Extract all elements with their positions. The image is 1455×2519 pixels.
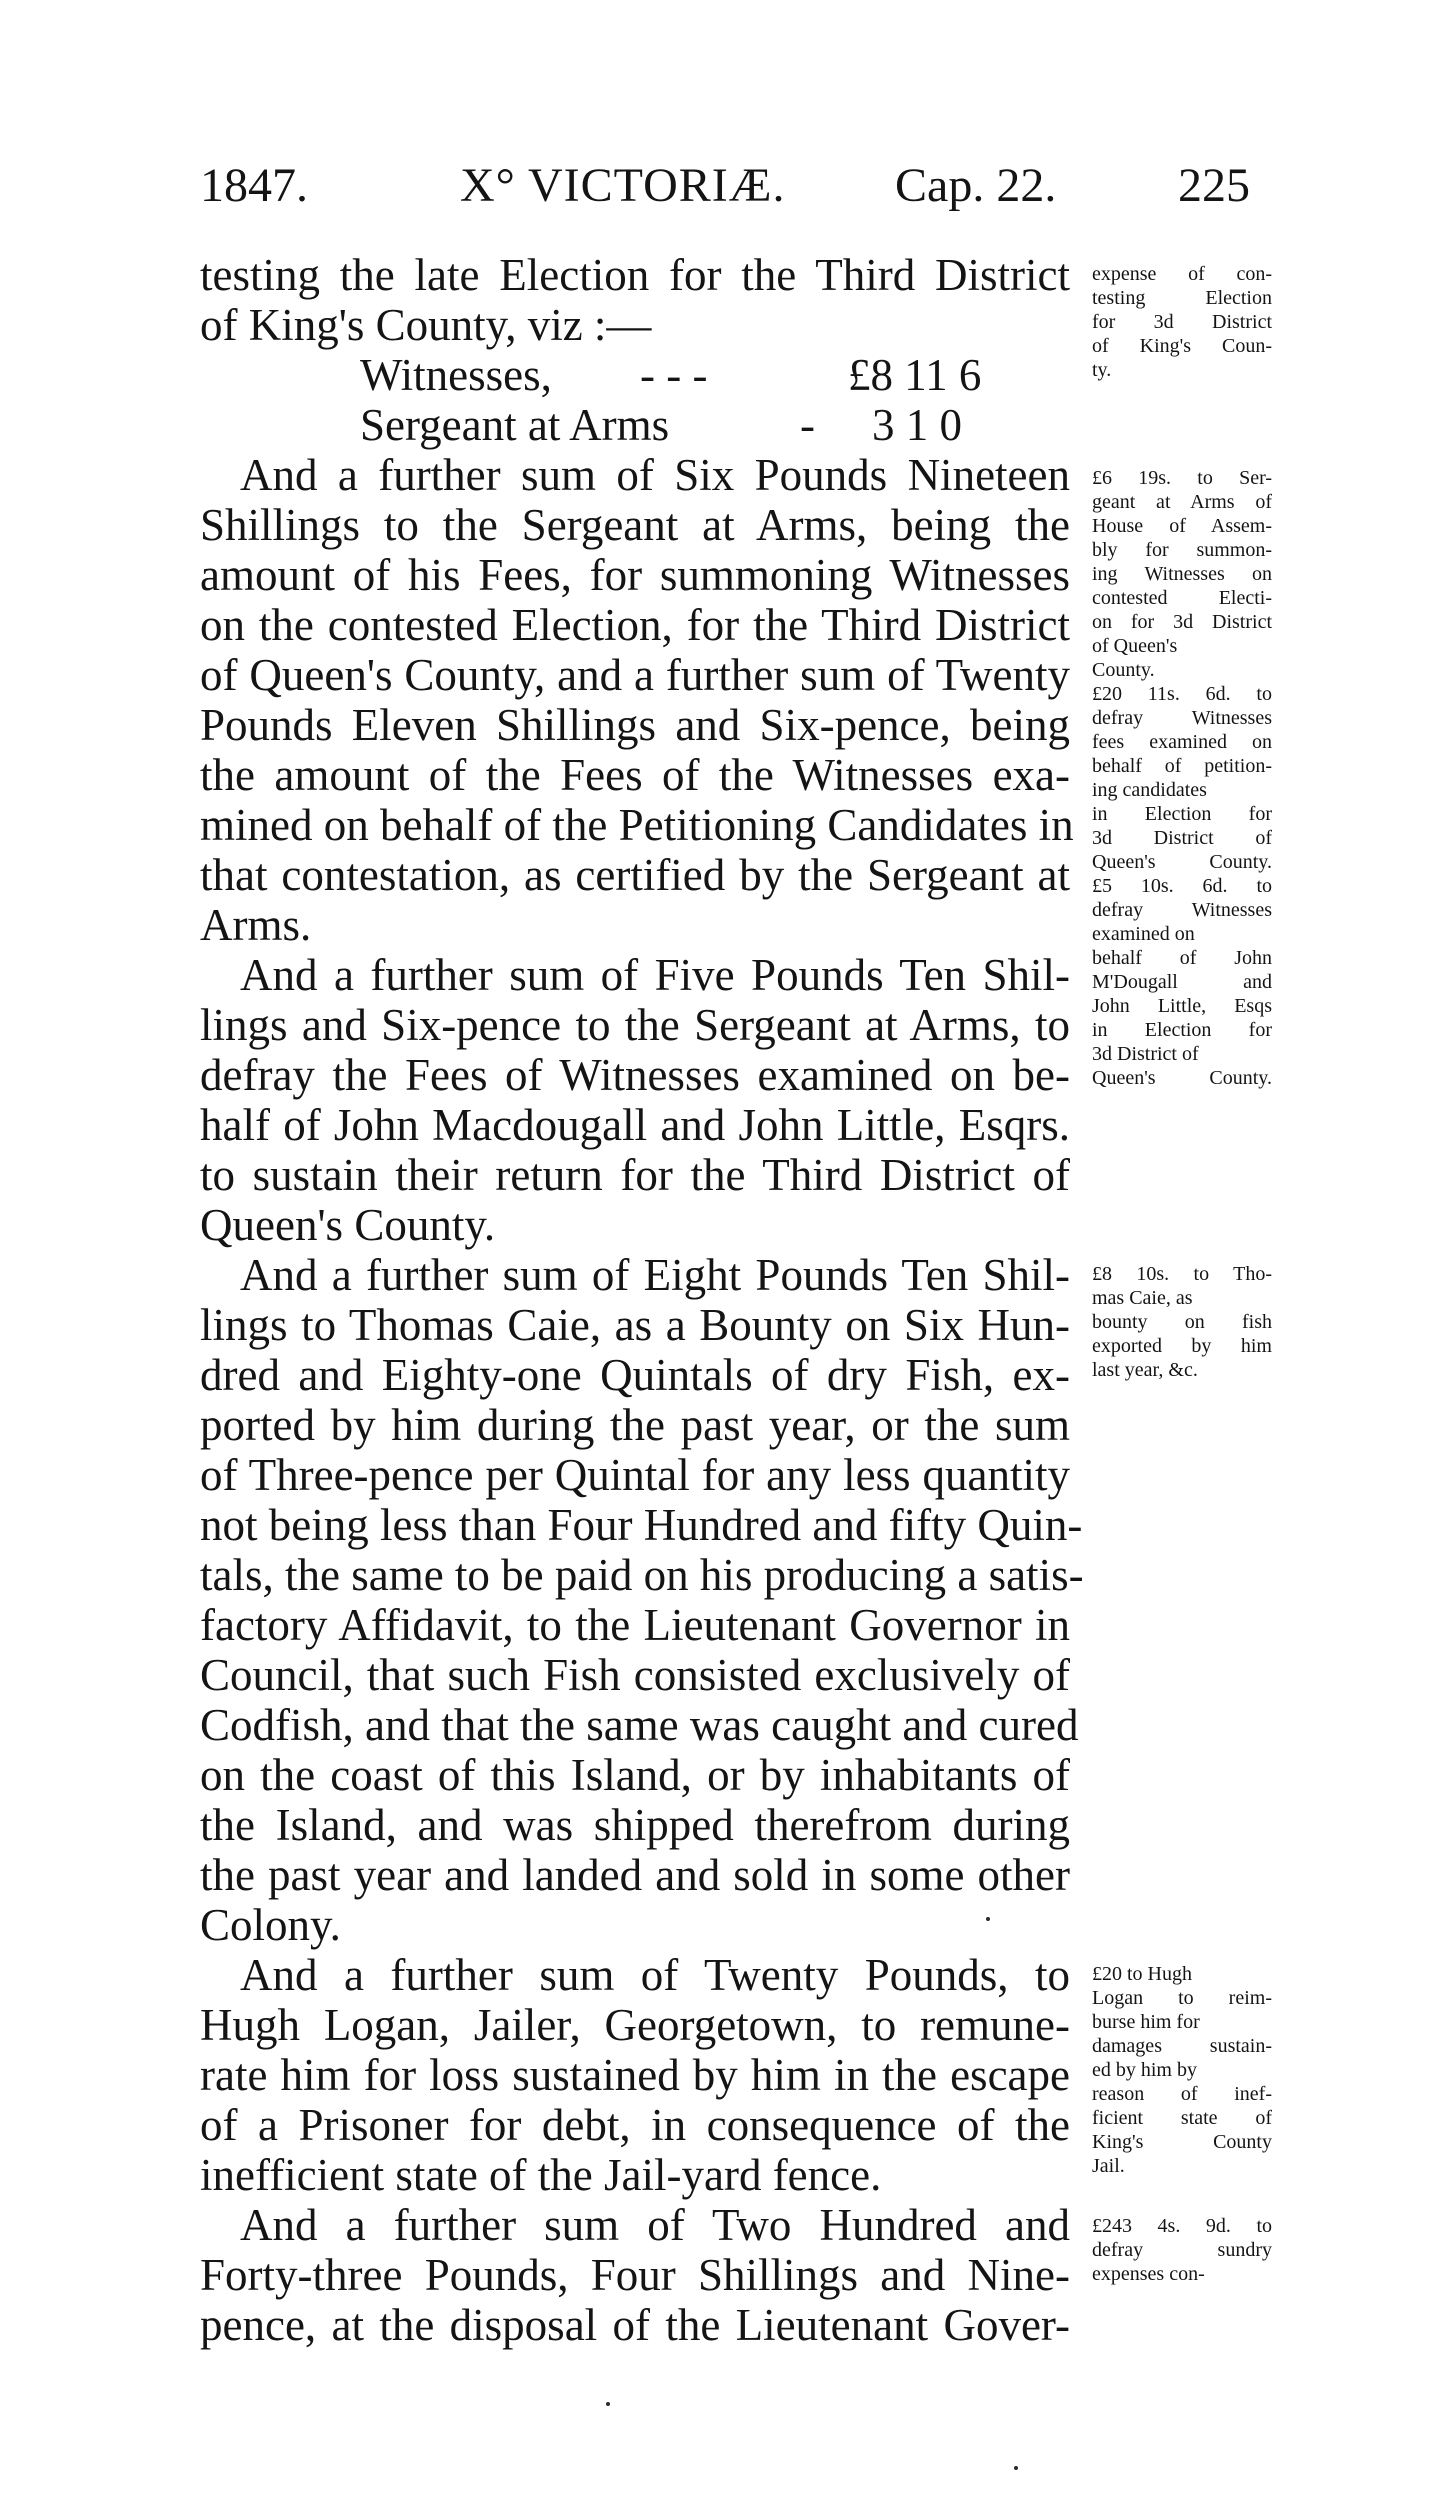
margin-note-line: reason of inef-: [1092, 2083, 1272, 2105]
margin-note-line: M'Dougall and: [1092, 971, 1272, 993]
body-line: And a further sum of Six Pounds Nineteen: [240, 450, 1070, 500]
margin-note-line: in Election for: [1092, 1019, 1272, 1041]
margin-note-line: testing Election: [1092, 287, 1272, 309]
margin-note-line: in Election for: [1092, 803, 1272, 825]
margin-note-line: ing Witnesses on: [1092, 563, 1272, 585]
body-line: dred and Eighty-one Quintals of dry Fish, ex-: [200, 1350, 1070, 1400]
scan-speck: [606, 2402, 610, 2406]
body-line: of Three-pence per Quintal for any less quantity: [200, 1450, 1070, 1500]
body-line: lings and Six-pence to the Sergeant at Arms, to: [200, 1000, 1070, 1050]
margin-note-line: behalf of John: [1092, 947, 1272, 969]
body-line: ported by him during the past year, or the sum: [200, 1400, 1070, 1450]
margin-note-line: defray Witnesses: [1092, 899, 1272, 921]
body-line: Witnesses,: [360, 350, 552, 400]
body-line: rate him for loss sustained by him in the escape: [200, 2050, 1070, 2100]
body-line: Pounds Eleven Shillings and Six-pence, being: [200, 700, 1070, 750]
body-line: half of John Macdougall and John Little, Esqrs.: [200, 1100, 1070, 1150]
body-line: Codfish, and that the same was caught and cured: [200, 1700, 1079, 1750]
body-line: Queen's County.: [200, 1200, 496, 1250]
body-line: the past year and landed and sold in some other: [200, 1850, 1070, 1900]
margin-note-line: £20 11s. 6d. to: [1092, 683, 1272, 705]
margin-note-line: fees examined on: [1092, 731, 1272, 753]
margin-note-line: £6 19s. to Ser-: [1092, 467, 1272, 489]
body-line: And a further sum of Five Pounds Ten Shil-: [240, 950, 1070, 1000]
margin-note-line: expenses con-: [1092, 2263, 1205, 2285]
margin-note-line: ficient state of: [1092, 2107, 1272, 2129]
body-line: the amount of the Fees of the Witnesses exa-: [200, 750, 1070, 800]
witnesses-dashes: - - -: [640, 350, 708, 400]
margin-note-line: of Queen's: [1092, 635, 1178, 657]
margin-note-line: Logan to reim-: [1092, 1987, 1272, 2009]
witnesses-amount: £8 11 6: [848, 350, 982, 400]
body-line: Colony.: [200, 1900, 341, 1950]
body-line: Hugh Logan, Jailer, Georgetown, to remune-: [200, 2000, 1070, 2050]
margin-note-line: defray sundry: [1092, 2239, 1272, 2261]
body-line: Forty-three Pounds, Four Shillings and Nine-: [200, 2250, 1070, 2300]
body-line: of Queen's County, and a further sum of Twenty: [200, 650, 1070, 700]
body-line: defray the Fees of Witnesses examined on be-: [200, 1050, 1070, 1100]
margin-note-line: Queen's County.: [1092, 851, 1272, 873]
margin-note-line: House of Assem-: [1092, 515, 1272, 537]
body-line: to sustain their return for the Third District of: [200, 1150, 1070, 1200]
margin-note-line: contested Electi-: [1092, 587, 1272, 609]
margin-note-line: behalf of petition-: [1092, 755, 1272, 777]
body-line: on the coast of this Island, or by inhabitants of: [200, 1750, 1070, 1800]
body-line: Sergeant at Arms: [360, 400, 670, 450]
body-line: the Island, and was shipped therefrom during: [200, 1800, 1070, 1850]
margin-note-line: £243 4s. 9d. to: [1092, 2215, 1272, 2237]
body-line: of a Prisoner for debt, in consequence of the: [200, 2100, 1070, 2150]
body-line: lings to Thomas Caie, as a Bounty on Six Hun-: [200, 1300, 1070, 1350]
header-chapter: Cap. 22.: [895, 159, 1057, 212]
margin-note-line: bly for summon-: [1092, 539, 1272, 561]
body-line: amount of his Fees, for summoning Witnesses: [200, 550, 1070, 600]
body-line: of King's County, viz :—: [200, 300, 652, 350]
margin-note-line: defray Witnesses: [1092, 707, 1272, 729]
margin-note-line: £5 10s. 6d. to: [1092, 875, 1272, 897]
margin-note-line: on for 3d District: [1092, 611, 1272, 633]
body-line: Shillings to the Sergeant at Arms, being the: [200, 500, 1070, 550]
margin-note-line: ty.: [1092, 359, 1112, 381]
body-line: And a further sum of Eight Pounds Ten Shil-: [240, 1250, 1070, 1300]
body-line: tals, the same to be paid on his producing a satis-: [200, 1550, 1084, 1600]
body-line: Council, that such Fish consisted exclusively of: [200, 1650, 1070, 1700]
margin-note-line: John Little, Esqs: [1092, 995, 1272, 1017]
margin-note-line: mas Caie, as: [1092, 1287, 1193, 1309]
margin-note-line: of King's Coun-: [1092, 335, 1272, 357]
body-line: testing the late Election for the Third District: [200, 250, 1070, 300]
body-line: that contestation, as certified by the Sergeant at: [200, 850, 1070, 900]
margin-note-line: County.: [1092, 659, 1155, 681]
body-line: Arms.: [200, 900, 312, 950]
margin-note-line: examined on: [1092, 923, 1195, 945]
margin-note-line: damages sustain-: [1092, 2035, 1272, 2057]
margin-note-line: burse him for: [1092, 2011, 1200, 2033]
header-year: 1847.: [200, 159, 308, 212]
body-line: not being less than Four Hundred and fifty Quin-: [200, 1500, 1083, 1550]
margin-note-line: ing candidates: [1092, 779, 1207, 801]
header-title: X° VICTORIÆ.: [460, 159, 786, 212]
body-line: And a further sum of Twenty Pounds, to: [240, 1950, 1070, 2000]
margin-note-line: ed by him by: [1092, 2059, 1197, 2081]
margin-note-line: £8 10s. to Tho-: [1092, 1263, 1272, 1285]
scan-speck: [1014, 2466, 1018, 2470]
margin-note-line: £20 to Hugh: [1092, 1963, 1192, 1985]
body-line: factory Affidavit, to the Lieutenant Governor in: [200, 1600, 1070, 1650]
margin-note-line: last year, &c.: [1092, 1359, 1198, 1381]
header-page-number: 225: [1178, 159, 1250, 212]
margin-note-line: bounty on fish: [1092, 1311, 1272, 1333]
body-line: mined on behalf of the Petitioning Candidates in: [200, 800, 1074, 850]
margin-note-line: for 3d District: [1092, 311, 1272, 333]
margin-note-line: Jail.: [1092, 2155, 1125, 2177]
margin-note-line: 3d District of: [1092, 1043, 1199, 1065]
margin-note-line: exported by him: [1092, 1335, 1272, 1357]
margin-note-line: 3d District of: [1092, 827, 1272, 849]
sergeant-amount: 3 1 0: [872, 400, 962, 450]
margin-note-line: Queen's County.: [1092, 1067, 1272, 1089]
scan-speck: [986, 1917, 990, 1921]
body-line: And a further sum of Two Hundred and: [240, 2200, 1070, 2250]
body-line: inefficient state of the Jail-yard fence.: [200, 2150, 882, 2200]
margin-note-line: geant at Arms of: [1092, 491, 1272, 513]
body-line: on the contested Election, for the Third District: [200, 600, 1070, 650]
margin-note-line: expense of con-: [1092, 263, 1272, 285]
sergeant-dash: -: [800, 400, 815, 450]
body-line: pence, at the disposal of the Lieutenant Gover-: [200, 2300, 1070, 2350]
margin-note-line: King's County: [1092, 2131, 1272, 2153]
